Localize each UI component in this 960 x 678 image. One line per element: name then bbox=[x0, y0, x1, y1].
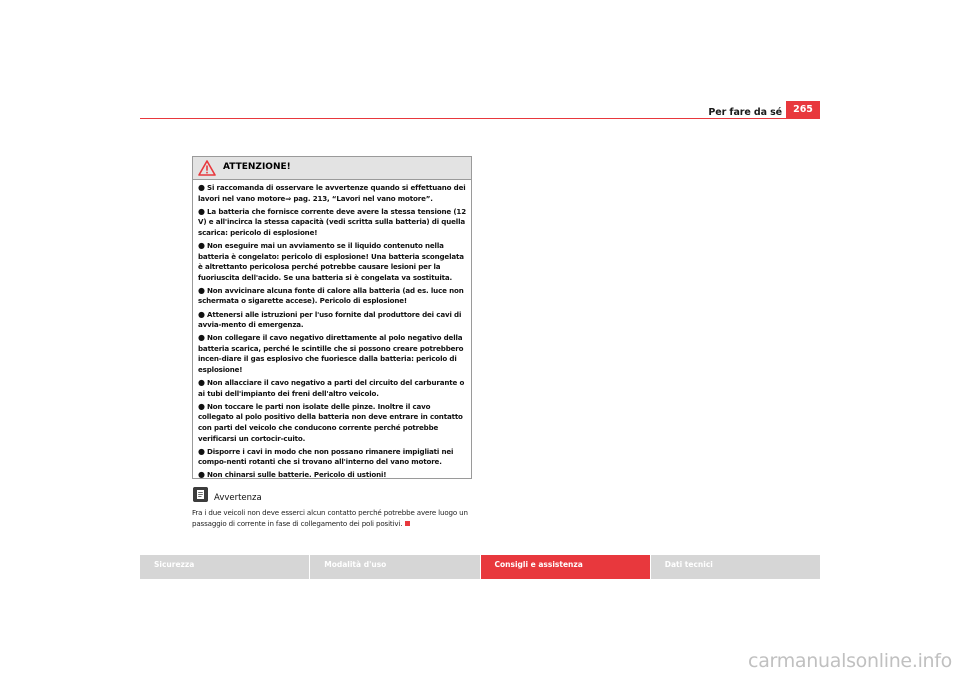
section-end-icon bbox=[405, 521, 410, 526]
warning-item: ● Non avvicinare alcuna fonte di calore alla batteria (ad es. luce non schermata o sigarette accese). Pericolo di esplosione! bbox=[198, 285, 464, 306]
warning-item: ● Non eseguire mai un avviamento se il liquido contenuto nella batteria è congelato: pericolo di esplosione! Una batteria scongelata è altrettanto pericolosa perché potrebbe causare lesioni per la fuoriuscita dell'acido. Se una batteria si è congelata va sostituita. bbox=[198, 240, 464, 282]
bullet-icon: ● bbox=[198, 446, 205, 456]
page-header-title: Per fare da sé bbox=[708, 107, 782, 118]
note-title: Avvertenza bbox=[214, 493, 262, 503]
bullet-icon: ● bbox=[198, 183, 205, 192]
warning-list bbox=[193, 180, 471, 481]
warning-item: ● La batteria che fornisce corrente deve avere la stessa tensione (12 V) e all'incirca la stessa capacità (vedi scritta sulla batteria) di quella scarica: pericolo di esplosione! bbox=[198, 206, 466, 237]
warning-item: ● Non toccare le parti non isolate delle pinze. Inoltre il cavo collegato al polo positivo della batteria non deve entrare in contatto con parti del veicolo che conducono corrente perché potrebbe verificarsi un cortocir-cuito. bbox=[198, 401, 463, 443]
bullet-icon: ● bbox=[198, 206, 205, 216]
warning-item: ● Non chinarsi sulle batterie. Pericolo di ustioni! bbox=[198, 470, 387, 480]
page-number-badge: 265 bbox=[786, 101, 820, 119]
footer-tab-modalita-uso[interactable]: Modalità d'uso bbox=[310, 555, 479, 579]
warning-item: ● Disporre i cavi in modo che non possano rimanere impigliati nei compo-nenti rotanti che si trovano all'interno del vano motore. bbox=[198, 446, 454, 467]
bullet-icon: ● bbox=[198, 401, 205, 411]
header-divider bbox=[140, 118, 820, 119]
bullet-icon: ● bbox=[198, 333, 205, 343]
warning-item: ● Non allacciare il cavo negativo a parti del circuito del carburante o ai tubi dell'impianto dei freni dell'altro veicolo. bbox=[198, 378, 465, 398]
footer-tab-dati-tecnici[interactable]: Dati tecnici bbox=[651, 555, 820, 579]
warning-item: ● Non collegare il cavo negativo direttamente al polo negativo della batteria scarica, perché le scintille che si possono creare potrebbero incen-diare il gas esplosivo che fuoriesce dalla batteria: pericolo di esplosione! bbox=[198, 333, 464, 374]
bullet-icon: ● bbox=[198, 470, 205, 480]
warning-box bbox=[192, 156, 472, 479]
bullet-icon: ● bbox=[198, 285, 205, 295]
footer-nav bbox=[140, 555, 820, 579]
footer-tab-sicurezza[interactable]: Sicurezza bbox=[140, 555, 309, 579]
warning-header bbox=[193, 157, 471, 180]
warning-item: ● Attenersi alle istruzioni per l'uso fornite dal produttore dei cavi di avvia-mento di emergenza. bbox=[198, 309, 462, 330]
warning-item: ● Si raccomanda di osservare le avvertenze quando si effettuano dei lavori nel vano motore⇒ pag. 213, “Lavori nel vano motore”. bbox=[198, 183, 466, 203]
bullet-icon: ● bbox=[198, 309, 205, 319]
watermark: carmanualsonline.info bbox=[748, 650, 952, 672]
bullet-icon: ● bbox=[198, 378, 205, 388]
bullet-icon: ● bbox=[198, 240, 205, 250]
warning-triangle-icon bbox=[198, 160, 216, 176]
note-text: Fra i due veicoli non deve esserci alcun contatto perché potrebbe avere luogo un passaggio di corrente in fase di collegamento dei poli positivi. bbox=[192, 508, 468, 528]
note-icon bbox=[193, 487, 208, 502]
footer-tab-consigli-assistenza[interactable]: Consigli e assistenza bbox=[481, 555, 650, 579]
warning-title: ATTENZIONE! bbox=[223, 162, 291, 172]
